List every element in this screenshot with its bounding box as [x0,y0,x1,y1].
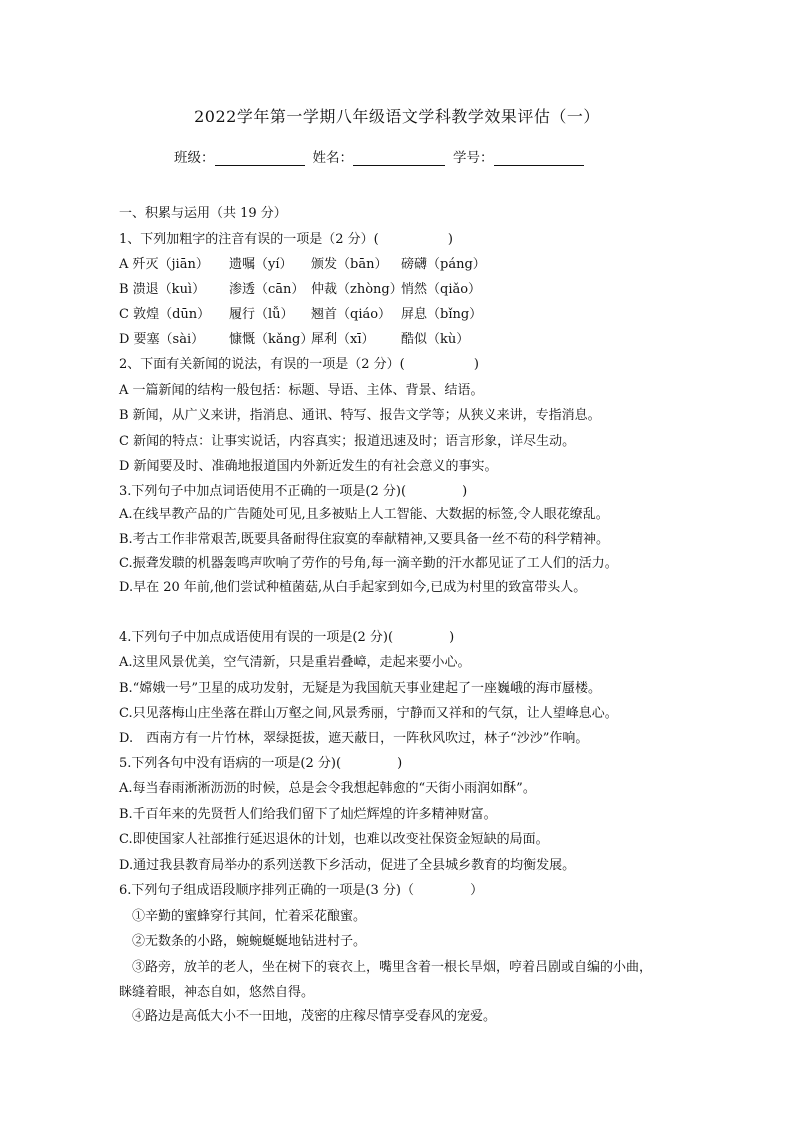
question-1-option-d [119,328,469,347]
question-6-sentence-3: ③路旁，放羊的老人，坐在树下的衰衣上，嘴里含着一根长旱烟，哼着吕剧或自编的小曲， [119,960,653,975]
question-1-option-b [119,278,481,297]
name-label: 姓名： [312,150,353,166]
question-4-option-c: C.只见落梅山庄坐落在群山万壑之间,风景秀丽，宁静而又祥和的气氛，让人望峰息心。 [119,706,618,721]
option-word: D 要塞（sài） [119,332,205,347]
option-word: 仲裁（zhòng） [311,282,403,297]
question-5-stem: 5.下列各句中没有语病的一项是(2 分)( ) [119,756,403,771]
question-2-option-d: D 新闻要及时、准确地报道国内外新近发生的有社会意义的事实。 [119,459,498,474]
question-5-option-d: D.通过我县教育局举办的系列送教下乡活动，促进了全县城乡教育的均衡发展。 [119,858,576,873]
option-word: 酷似（kù） [401,332,470,347]
question-2-option-c: C 新闻的特点：让事实说话，内容真实；报道迅速及时；语言形象，详尽生动。 [119,434,576,449]
question-5-option-b: B.千百年来的先贤哲人们给我们留下了灿烂辉煌的许多精神财富。 [119,807,497,822]
class-label: 班级： [174,150,215,166]
question-2-option-a: A 一篇新闻的结构一般包括：标题、导语、主体、背景、结语。 [119,383,484,398]
question-3-option-b: B.考古工作非常艰苦,既要具备耐得住寂寞的奉献精神,又要具备一丝不苟的科学精神。 [119,532,609,547]
question-4-option-a: A.这里风景优美，空气清新，只是重岩叠嶂，走起来要小心。 [119,655,471,670]
question-1-option-a [119,253,486,272]
question-3-option-c: C.振聋发聩的机器轰鸣声吹响了劳作的号角,每一滴辛勤的汗水都见证了工人们的活力。 [119,556,618,571]
name-field[interactable] [353,151,445,166]
section-heading: 一、积累与运用（共 19 分） [119,206,287,221]
question-6-stem: 6.下列句子组成语段顺序排列正确的一项是(3 分)（ ） [119,883,484,898]
question-4-stem: 4.下列句子中加点成语使用有误的一项是(2 分)( ) [119,630,455,645]
option-word: 慷慨（kǎng） [229,332,314,347]
question-5-option-c: C.即使国家人社部推行延迟退休的计划，也难以改变社保资金短缺的局面。 [119,832,549,847]
question-3-stem: 3.下列句子中加点词语使用不正确的一项是(2 分)( ) [119,484,468,499]
option-word: 屏息（bǐng） [401,307,483,322]
option-word: 翘首（qiáo） [311,307,392,322]
question-3-option-d: D.早在 20 年前,他们尝试种植菌菇,从白手起家到如今,已成为村里的致富带头人。 [119,580,587,595]
student-info [174,146,592,166]
option-word: C 敦煌（dūn） [119,307,211,322]
question-5-option-a: A.每当春雨淅淅沥沥的时候，总是会令我想起韩愈的“天街小雨润如酥”。 [119,781,536,796]
option-word: B 溃退（kuì） [119,282,206,297]
option-word: 渗透（cān） [229,282,305,297]
option-word: A 歼灭（jiān） [119,257,209,272]
option-word: 履行（lǚ） [229,307,294,322]
page-title: 2022学年第一学期八年级语文学科教学效果评估（一） [194,107,600,126]
option-word: 磅礴（páng） [401,257,486,272]
question-6-sentence-3-cont: 眯缝着眼，神态自如，悠然自得。 [119,985,315,1000]
student-id-field[interactable] [494,151,584,166]
question-1-stem: 1、下列加粗字的注音有误的一项是（2 分）( ) [119,232,453,247]
question-2-stem: 2、下面有关新闻的说法，有误的一项是（2 分）( ) [119,357,479,372]
option-word: 悄然（qiǎo） [401,282,482,297]
option-word: 遗嘱（yí） [229,257,293,272]
question-6-sentence-2: ②无数条的小路，蜿蜿蜒蜒地钻进村子。 [119,934,367,949]
question-6-sentence-4: ④路边是高低大小不一田地，茂密的庄稼尽情享受春风的宠爱。 [119,1009,497,1024]
question-4-option-b: B.“嫦娥一号”卫星的成功发射，无疑是为我国航天事业建起了一座巍峨的海市蜃楼。 [119,681,601,696]
option-word: 颁发（bān） [311,257,388,272]
option-word: 犀利（xī） [311,332,375,347]
question-6-sentence-1: ①辛勤的蜜蜂穿行其间，忙着采花酿蜜。 [119,909,367,924]
question-4-option-d: D. 西南方有一片竹林，翠绿挺拔，遮天蔽日，一阵秋风吹过，林子“沙沙”作响。 [119,731,589,746]
student-id-label: 学号： [453,150,494,166]
question-3-option-a: A.在线早教产品的广告随处可见,且多被贴上人工智能、大数据的标签,令人眼花缭乱。 [119,507,609,522]
question-1-option-c [119,303,482,322]
class-field[interactable] [215,151,305,166]
question-2-option-b: B 新闻，从广义来讲，指消息、通讯、特写、报告文学等；从狭义来讲，专指消息。 [119,408,601,423]
